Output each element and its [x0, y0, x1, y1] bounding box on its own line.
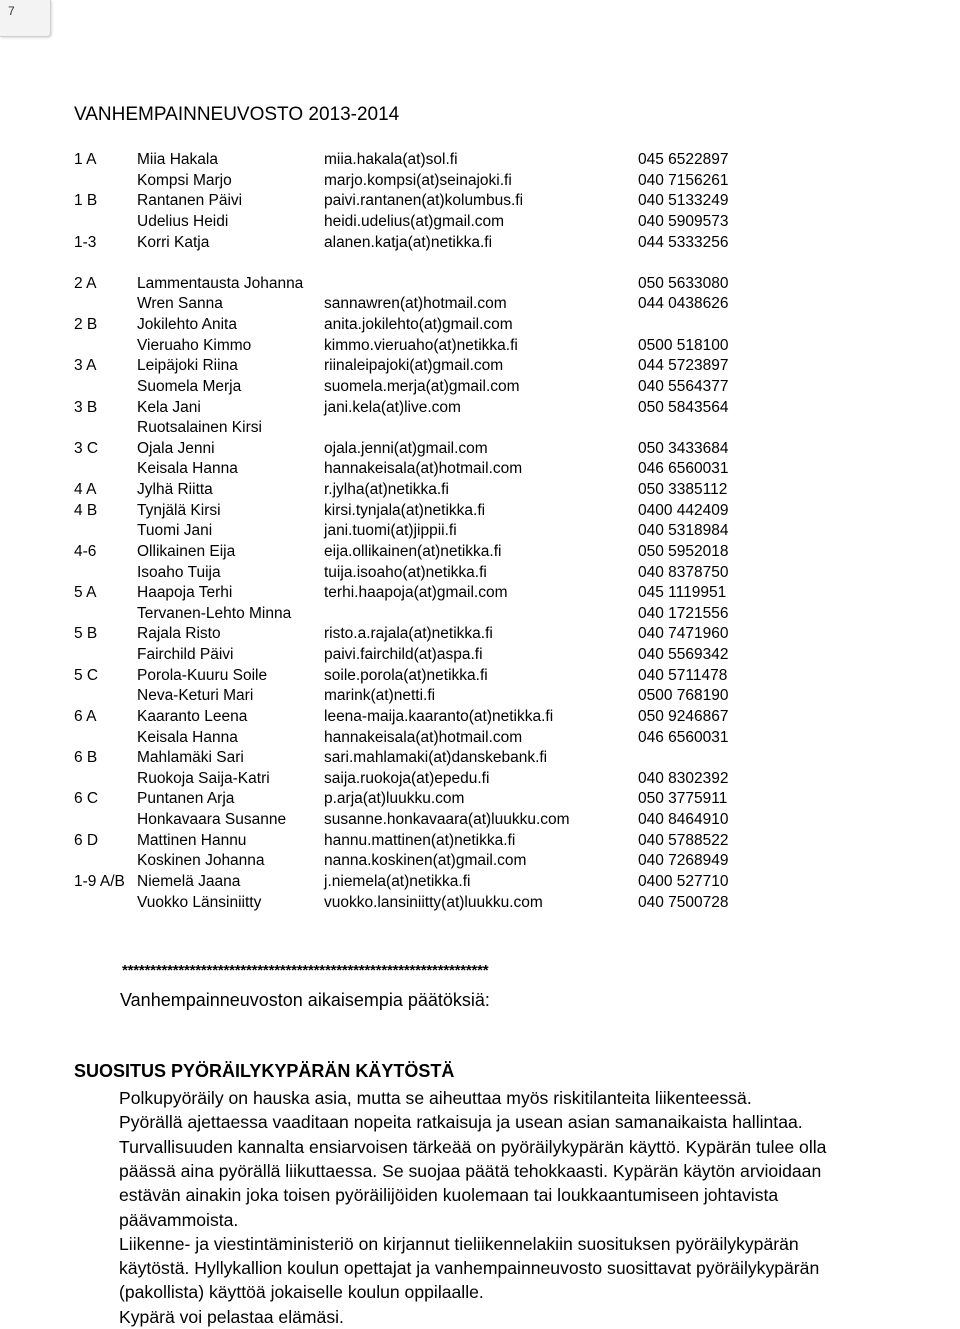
name-cell: Neva-Keturi Mari — [137, 687, 254, 705]
email-cell: marink(at)netti.fi — [324, 687, 436, 705]
name-cell: Kela Jani — [137, 398, 201, 416]
class-cell: 6 B — [74, 749, 98, 767]
email-cell: terhi.haapoja(at)gmail.com — [324, 584, 508, 602]
name-cell: Vuokko Länsiniitty — [137, 893, 262, 911]
name-cell: Porola-Kuuru Soile — [137, 666, 268, 684]
roster-row — [74, 563, 774, 584]
class-cell: 4 B — [74, 501, 98, 519]
roster-row — [74, 233, 774, 254]
roster-row — [74, 583, 774, 604]
class-cell: 6 A — [74, 707, 97, 725]
email-cell: alanen.katja(at)netikka.fi — [324, 233, 493, 251]
paragraph-line: Polkupyöräily on hauska asia, mutta se aiheuttaa myös riskitilanteita liikenteessä. — [119, 1088, 752, 1108]
phone-cell: 0400 527710 — [638, 872, 729, 890]
roster-row — [74, 480, 774, 501]
name-cell: Wren Sanna — [137, 295, 223, 313]
paragraph-line: Liikenne- ja viestintäministeriö on kirjannut tieliikennelakiin suosituksen pyöräilykypärän — [119, 1233, 799, 1254]
class-cell: 5 B — [74, 625, 98, 643]
name-cell: Korri Katja — [137, 233, 210, 251]
roster-row — [74, 872, 774, 893]
roster-row — [74, 645, 774, 666]
roster-row — [74, 253, 774, 274]
phone-cell: 045 1119951 — [638, 584, 727, 602]
paragraph-line: päävammoista. — [119, 1209, 239, 1230]
roster-row — [74, 748, 774, 769]
name-cell: Suomela Merja — [137, 377, 242, 395]
phone-cell: 040 5564377 — [638, 377, 729, 395]
phone-cell: 040 7156261 — [638, 171, 729, 189]
name-cell: Jylhä Riitta — [137, 481, 213, 498]
phone-cell: 040 5909573 — [638, 212, 729, 230]
name-cell: Keisala Hanna — [137, 728, 238, 746]
phone-cell: 050 3775911 — [638, 790, 728, 808]
phone-cell: 0400 442409 — [638, 501, 729, 519]
paragraph-line: (pakollista) käyttöä jokaiselle koulun oppilaalle. — [119, 1282, 484, 1303]
roster-row — [74, 439, 774, 460]
email-cell: jani.kela(at)live.com — [324, 398, 461, 416]
paragraph-line: käytöstä. Hyllykallion koulun opettajat ja vanhempainneuvosto suosittavat pyöräilykypärän — [119, 1258, 820, 1279]
name-cell: Ollikainen Eija — [137, 542, 236, 560]
roster-row — [74, 191, 774, 212]
section-heading: SUOSITUS PYÖRÄILYKYPÄRÄN KÄYTÖSTÄ — [74, 1061, 455, 1081]
roster-row — [74, 666, 774, 687]
roster-row — [74, 294, 774, 315]
roster-row — [74, 521, 774, 542]
phone-cell: 040 5788522 — [638, 831, 729, 849]
roster-row — [74, 459, 774, 480]
phone-cell: 040 5318984 — [638, 522, 729, 540]
email-cell: marjo.kompsi(at)seinajoki.fi — [324, 171, 512, 189]
name-cell: Udelius Heidi — [137, 212, 229, 230]
email-cell: vuokko.lansiniitty(at)luukku.com — [324, 893, 543, 911]
paragraph-line: päässä aina pyörällä liikuttaessa. Se suojaa päätä tehokkaasti. Kypärän käytön arvioidaan — [119, 1160, 822, 1181]
phone-cell: 0500 518100 — [638, 336, 729, 354]
roster-row — [74, 398, 774, 419]
class-cell: 2 A — [74, 274, 97, 292]
paragraph-line: estävän ainakin joka toisen pyöräilijöiden kuolemaan tai loukkaantumiseen johtavista — [119, 1185, 779, 1206]
name-cell: Haapoja Terhi — [137, 584, 233, 602]
roster-row — [74, 831, 774, 852]
phone-cell: 040 8464910 — [638, 811, 729, 828]
separator-line: ***************************************************************** — [122, 962, 489, 979]
name-cell: Vieruaho Kimmo — [137, 336, 252, 354]
roster-row — [74, 274, 774, 295]
phone-cell: 050 9246867 — [638, 707, 729, 725]
name-cell: Keisala Hanna — [137, 460, 238, 478]
roster-row — [74, 315, 774, 336]
name-cell: Mahlamäki Sari — [137, 749, 244, 767]
name-cell: Rantanen Päivi — [137, 192, 243, 210]
roster-row — [74, 542, 774, 563]
phone-cell: 050 3385112 — [638, 481, 728, 498]
phone-cell: 045 6522897 — [638, 151, 729, 168]
phone-cell: 040 7500728 — [638, 893, 729, 911]
name-cell: Rajala Risto — [137, 625, 221, 643]
roster-row — [74, 707, 774, 728]
phone-cell: 050 5843564 — [638, 398, 729, 416]
class-cell: 3 A — [74, 357, 97, 375]
phone-cell: 040 8378750 — [638, 563, 729, 581]
roster-row — [74, 686, 774, 707]
email-cell: sannawren(at)hotmail.com — [324, 295, 507, 313]
roster-row — [74, 418, 774, 439]
phone-cell: 040 5711478 — [638, 666, 728, 684]
phone-cell: 040 7471960 — [638, 625, 729, 643]
class-cell: 2 B — [74, 316, 98, 333]
roster-row — [74, 728, 774, 749]
name-cell: Lammentausta Johanna — [137, 274, 304, 292]
email-cell: soile.porola(at)netikka.fi — [324, 666, 488, 684]
phone-cell: 044 0438626 — [638, 295, 729, 313]
class-cell: 1 A — [74, 151, 97, 168]
email-cell: ojala.jenni(at)gmail.com — [324, 439, 488, 457]
roster-row — [74, 212, 774, 233]
class-cell: 4-6 — [74, 542, 97, 560]
class-cell: 1-9 A/B — [74, 872, 125, 890]
class-cell: 1-3 — [74, 233, 97, 251]
class-cell: 5 A — [74, 584, 97, 602]
email-cell: heidi.udelius(at)gmail.com — [324, 212, 505, 230]
email-cell: paivi.rantanen(at)kolumbus.fi — [324, 192, 524, 210]
email-cell: anita.jokilehto(at)gmail.com — [324, 316, 513, 333]
phone-cell: 040 7268949 — [638, 852, 729, 870]
class-cell: 6 C — [74, 790, 99, 808]
phone-cell: 050 5952018 — [638, 542, 729, 560]
email-cell: eija.ollikainen(at)netikka.fi — [324, 542, 502, 560]
roster-row — [74, 789, 774, 810]
name-cell: Kaaranto Leena — [137, 707, 248, 725]
roster-row — [74, 769, 774, 790]
name-cell: Isoaho Tuija — [137, 563, 221, 581]
class-cell: 5 C — [74, 666, 99, 684]
phone-cell: 046 6560031 — [638, 728, 729, 746]
class-cell: 3 C — [74, 439, 99, 457]
class-cell: 1 B — [74, 192, 98, 210]
member-roster — [74, 150, 774, 913]
email-cell: kirsi.tynjala(at)netikka.fi — [324, 501, 486, 519]
email-cell: hannakeisala(at)hotmail.com — [324, 460, 523, 478]
email-cell: saija.ruokoja(at)epedu.fi — [324, 769, 490, 787]
name-cell: Jokilehto Anita — [137, 316, 237, 333]
roster-row — [74, 810, 774, 831]
name-cell: Fairchild Päivi — [137, 646, 234, 663]
roster-row — [74, 171, 774, 192]
phone-cell: 044 5723897 — [638, 357, 729, 375]
email-cell: kimmo.vieruaho(at)netikka.fi — [324, 336, 518, 354]
name-cell: Tervanen-Lehto Minna — [137, 604, 292, 622]
phone-cell: 0500 768190 — [638, 687, 729, 705]
page-number-tab — [0, 0, 51, 37]
name-cell: Koskinen Johanna — [137, 852, 265, 870]
name-cell: Tynjälä Kirsi — [137, 501, 221, 519]
roster-row — [74, 377, 774, 398]
name-cell: Miia Hakala — [137, 151, 218, 168]
name-cell: Puntanen Arja — [137, 790, 235, 808]
class-cell: 6 D — [74, 831, 99, 849]
email-cell: riinaleipajoki(at)gmail.com — [324, 357, 504, 375]
email-cell: susanne.honkavaara(at)luukku.com — [324, 811, 570, 828]
roster-row — [74, 624, 774, 645]
phone-cell: 040 5133249 — [638, 192, 729, 210]
paragraph-line: Kypärä voi pelastaa elämäsi. — [119, 1306, 344, 1327]
name-cell: Niemelä Jaana — [137, 872, 241, 890]
name-cell: Honkavaara Susanne — [137, 811, 287, 828]
phone-cell: 050 5633080 — [638, 274, 729, 292]
phone-cell: 046 6560031 — [638, 460, 729, 478]
paragraph-line: Pyörällä ajettaessa vaaditaan nopeita ratkaisuja ja usean asian samanaikaista hallintaa. — [119, 1112, 803, 1133]
email-cell: j.niemela(at)netikka.fi — [324, 872, 471, 890]
roster-row — [74, 893, 774, 914]
roster-row — [74, 851, 774, 872]
email-cell: nanna.koskinen(at)gmail.com — [324, 852, 527, 870]
page-title: VANHEMPAINNEUVOSTO 2013-2014 — [74, 104, 400, 125]
email-cell: suomela.merja(at)gmail.com — [324, 377, 520, 395]
email-cell: r.jylha(at)netikka.fi — [324, 481, 449, 498]
paragraph-line: Turvallisuuden kannalta ensiarvoisen tärkeää on pyöräilykypärän käyttö. Kypärän tulee olla — [119, 1136, 827, 1157]
phone-cell: 050 3433684 — [638, 439, 729, 457]
roster-row — [74, 150, 774, 171]
name-cell: Ruokoja Saija-Katri — [137, 769, 270, 787]
email-cell: tuija.isoaho(at)netikka.fi — [324, 563, 487, 581]
roster-row — [74, 604, 774, 625]
email-cell: p.arja(at)luukku.com — [324, 790, 465, 808]
email-cell: jani.tuomi(at)jippii.fi — [324, 522, 457, 540]
name-cell: Ojala Jenni — [137, 439, 215, 457]
phone-cell: 040 8302392 — [638, 769, 729, 787]
phone-cell: 044 5333256 — [638, 233, 729, 251]
roster-row — [74, 501, 774, 522]
email-cell: hannakeisala(at)hotmail.com — [324, 728, 523, 746]
email-cell: sari.mahlamaki(at)danskebank.fi — [324, 749, 548, 767]
name-cell: Tuomi Jani — [137, 522, 213, 540]
email-cell: hannu.mattinen(at)netikka.fi — [324, 831, 516, 849]
name-cell: Kompsi Marjo — [137, 171, 232, 189]
email-cell: risto.a.rajala(at)netikka.fi — [324, 625, 493, 643]
email-cell: leena-maija.kaaranto(at)netikka.fi — [324, 707, 554, 725]
name-cell: Mattinen Hannu — [137, 831, 247, 849]
class-cell: 4 A — [74, 481, 97, 498]
page-number: 7 — [8, 4, 15, 18]
previous-decisions-heading: Vanhempainneuvoston aikaisempia päätöksiä: — [120, 990, 490, 1010]
roster-row — [74, 356, 774, 377]
class-cell: 3 B — [74, 398, 98, 416]
name-cell: Ruotsalainen Kirsi — [137, 419, 262, 437]
roster-row — [74, 336, 774, 357]
name-cell: Leipäjoki Riina — [137, 357, 238, 375]
email-cell: miia.hakala(at)sol.fi — [324, 151, 458, 168]
phone-cell: 040 1721556 — [638, 604, 729, 622]
email-cell: paivi.fairchild(at)aspa.fi — [324, 646, 483, 663]
phone-cell: 040 5569342 — [638, 646, 729, 663]
